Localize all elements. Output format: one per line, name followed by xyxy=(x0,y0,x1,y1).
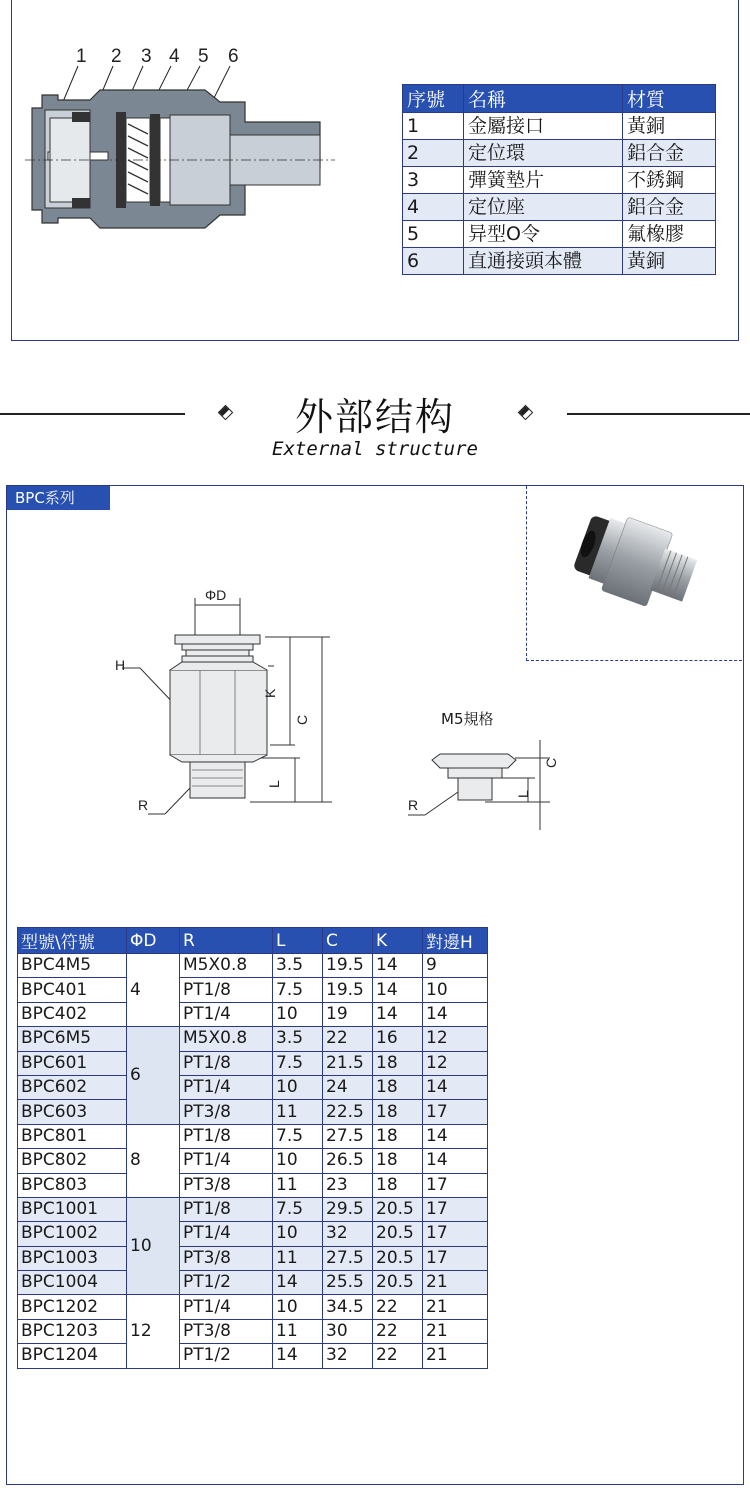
table-row xyxy=(18,1051,488,1075)
cell-c: 27.5 xyxy=(323,1124,373,1148)
cell-l: 11 xyxy=(273,1173,323,1197)
cell-l: 3.5 xyxy=(273,1027,323,1051)
cell-k: 18 xyxy=(373,1051,423,1075)
table-row xyxy=(18,1222,488,1246)
cell-k: 22 xyxy=(373,1295,423,1319)
cell-h: 12 xyxy=(423,1027,488,1051)
dim-r-label: R xyxy=(138,797,149,813)
table-row xyxy=(18,1100,488,1124)
part-name: 金屬接口 xyxy=(464,113,623,140)
cell-k: 18 xyxy=(373,1100,423,1124)
cell-k: 18 xyxy=(373,1075,423,1099)
table-row xyxy=(18,1197,488,1221)
cell-h: 17 xyxy=(423,1222,488,1246)
cell-model: BPC801 xyxy=(18,1124,127,1148)
callout-5: 5 xyxy=(198,46,209,67)
external-drawing-main xyxy=(110,580,350,820)
cell-c: 32 xyxy=(323,1222,373,1246)
cell-l: 14 xyxy=(273,1271,323,1295)
header-material: 材質 xyxy=(623,85,716,113)
part-no: 4 xyxy=(403,194,464,221)
cell-model: BPC601 xyxy=(18,1051,127,1075)
cell-c: 30 xyxy=(323,1319,373,1343)
table-row xyxy=(18,954,488,978)
cell-r: PT1/8 xyxy=(180,978,273,1002)
cell-k: 14 xyxy=(373,954,423,978)
cell-model: BPC1001 xyxy=(18,1197,127,1221)
part-material: 鋁合金 xyxy=(623,140,716,167)
series-tag: BPC系列 xyxy=(7,486,110,510)
cell-c: 22.5 xyxy=(323,1100,373,1124)
dim-k-label: K xyxy=(262,688,278,698)
m5-spec-label: M5規格 xyxy=(441,710,494,728)
parts-table xyxy=(402,84,716,275)
cell-k: 20.5 xyxy=(373,1271,423,1295)
table-row xyxy=(18,1246,488,1270)
callout-1: 1 xyxy=(76,46,87,67)
table-row xyxy=(18,978,488,1002)
section-subtitle: External structure xyxy=(272,438,478,460)
header-h: 對邊H xyxy=(423,928,488,954)
dim-l-label: L xyxy=(266,780,282,788)
cell-model: BPC1004 xyxy=(18,1271,127,1295)
part-name: 彈簧墊片 xyxy=(464,167,623,194)
table-row xyxy=(18,1344,488,1368)
part-material: 鋁合金 xyxy=(623,194,716,221)
part-name: 定位座 xyxy=(464,194,623,221)
table-row xyxy=(403,140,716,167)
header-no: 序號 xyxy=(403,85,464,113)
cell-h: 17 xyxy=(423,1246,488,1270)
diamond-right-icon xyxy=(518,405,534,421)
cell-c: 26.5 xyxy=(323,1149,373,1173)
table-row xyxy=(18,1271,488,1295)
part-material: 不銹鋼 xyxy=(623,167,716,194)
cell-model: BPC1002 xyxy=(18,1222,127,1246)
cell-l: 10 xyxy=(273,1075,323,1099)
dim-h-label: H xyxy=(115,657,126,673)
cell-h: 17 xyxy=(423,1173,488,1197)
part-no: 3 xyxy=(403,167,464,194)
cell-l: 10 xyxy=(273,1222,323,1246)
cell-c: 32 xyxy=(323,1344,373,1368)
table-row xyxy=(403,221,716,248)
section-title: 外部结构 xyxy=(294,395,455,439)
cell-h: 17 xyxy=(423,1100,488,1124)
cell-k: 14 xyxy=(373,1002,423,1026)
cell-l: 14 xyxy=(273,1344,323,1368)
cell-h: 14 xyxy=(423,1124,488,1148)
table-row xyxy=(18,1295,488,1319)
header-k: K xyxy=(373,928,423,954)
heading-rule-right xyxy=(567,413,750,415)
cell-h: 12 xyxy=(423,1051,488,1075)
part-no: 5 xyxy=(403,221,464,248)
cell-h: 21 xyxy=(423,1319,488,1343)
cell-k: 18 xyxy=(373,1124,423,1148)
cell-h: 14 xyxy=(423,1075,488,1099)
m5-dim-r-label: R xyxy=(408,797,419,813)
part-material: 氟橡膠 xyxy=(623,221,716,248)
cell-l: 11 xyxy=(273,1246,323,1270)
table-row xyxy=(18,1027,488,1051)
part-material: 黃銅 xyxy=(623,248,716,275)
cell-h: 9 xyxy=(423,954,488,978)
cell-model: BPC4M5 xyxy=(18,954,127,978)
cell-model: BPC6M5 xyxy=(18,1027,127,1051)
cell-k: 18 xyxy=(373,1173,423,1197)
m5-dim-l-label: L xyxy=(515,790,531,798)
table-row xyxy=(18,1124,488,1148)
cell-h: 21 xyxy=(423,1271,488,1295)
header-name: 名稱 xyxy=(464,85,623,113)
cell-model: BPC1203 xyxy=(18,1319,127,1343)
cell-l: 10 xyxy=(273,1295,323,1319)
dim-c-label: C xyxy=(294,714,310,725)
table-row xyxy=(403,248,716,275)
cell-h: 14 xyxy=(423,1002,488,1026)
cell-c: 27.5 xyxy=(323,1246,373,1270)
table-row xyxy=(18,1075,488,1099)
cell-od: 4 xyxy=(127,954,180,1027)
cell-r: PT3/8 xyxy=(180,1173,273,1197)
cell-c: 19 xyxy=(323,1002,373,1026)
cell-k: 20.5 xyxy=(373,1222,423,1246)
cell-od: 8 xyxy=(127,1124,180,1197)
cell-od: 6 xyxy=(127,1027,180,1125)
external-drawing-m5 xyxy=(400,730,560,835)
header-model: 型號\符號 xyxy=(18,928,127,954)
table-row xyxy=(403,194,716,221)
cell-l: 10 xyxy=(273,1002,323,1026)
part-name: 异型O令 xyxy=(464,221,623,248)
m5-dim-c-label: C xyxy=(543,757,559,768)
cell-c: 29.5 xyxy=(323,1197,373,1221)
cell-model: BPC1003 xyxy=(18,1246,127,1270)
spec-table-body xyxy=(18,954,488,1369)
header-od: ΦD xyxy=(127,928,180,954)
cell-l: 10 xyxy=(273,1149,323,1173)
cell-r: PT3/8 xyxy=(180,1319,273,1343)
cell-r: PT1/4 xyxy=(180,1222,273,1246)
cell-c: 34.5 xyxy=(323,1295,373,1319)
cell-l: 3.5 xyxy=(273,954,323,978)
cell-c: 23 xyxy=(323,1173,373,1197)
cell-k: 20.5 xyxy=(373,1246,423,1270)
product-photo xyxy=(527,486,741,659)
cell-l: 11 xyxy=(273,1100,323,1124)
table-row xyxy=(18,1173,488,1197)
cell-h: 21 xyxy=(423,1344,488,1368)
cell-model: BPC603 xyxy=(18,1100,127,1124)
cell-k: 18 xyxy=(373,1149,423,1173)
cell-c: 24 xyxy=(323,1075,373,1099)
header-l: L xyxy=(273,928,323,954)
part-material: 黃銅 xyxy=(623,113,716,140)
header-c: C xyxy=(323,928,373,954)
cell-h: 14 xyxy=(423,1149,488,1173)
cell-c: 25.5 xyxy=(323,1271,373,1295)
cell-l: 11 xyxy=(273,1319,323,1343)
table-row xyxy=(18,1002,488,1026)
cell-model: BPC401 xyxy=(18,978,127,1002)
cell-l: 7.5 xyxy=(273,1124,323,1148)
cell-model: BPC802 xyxy=(18,1149,127,1173)
cell-model: BPC1202 xyxy=(18,1295,127,1319)
cell-model: BPC602 xyxy=(18,1075,127,1099)
cell-od: 10 xyxy=(127,1197,180,1295)
cross-section-drawing xyxy=(20,40,350,285)
dim-od-label: ΦD xyxy=(205,587,227,603)
header-r: R xyxy=(180,928,273,954)
cell-r: PT3/8 xyxy=(180,1246,273,1270)
heading-rule-left xyxy=(0,413,185,415)
cell-c: 19.5 xyxy=(323,954,373,978)
cell-r: PT1/8 xyxy=(180,1197,273,1221)
cell-c: 22 xyxy=(323,1027,373,1051)
cell-k: 20.5 xyxy=(373,1197,423,1221)
cell-r: PT1/2 xyxy=(180,1344,273,1368)
cell-od: 12 xyxy=(127,1295,180,1368)
part-no: 6 xyxy=(403,248,464,275)
parts-table-header xyxy=(403,85,716,113)
cell-model: BPC402 xyxy=(18,1002,127,1026)
cell-r: PT1/4 xyxy=(180,1149,273,1173)
cell-l: 7.5 xyxy=(273,1197,323,1221)
part-name: 定位環 xyxy=(464,140,623,167)
cell-l: 7.5 xyxy=(273,978,323,1002)
callout-6: 6 xyxy=(228,46,239,67)
diamond-left-icon xyxy=(218,405,234,421)
cell-c: 19.5 xyxy=(323,978,373,1002)
cell-l: 7.5 xyxy=(273,1051,323,1075)
cell-r: PT1/4 xyxy=(180,1295,273,1319)
cell-r: M5X0.8 xyxy=(180,1027,273,1051)
cell-k: 22 xyxy=(373,1319,423,1343)
cell-h: 21 xyxy=(423,1295,488,1319)
callout-2: 2 xyxy=(111,46,122,67)
cell-r: PT1/8 xyxy=(180,1051,273,1075)
spec-table xyxy=(17,927,488,1369)
cell-r: PT1/4 xyxy=(180,1002,273,1026)
cell-h: 17 xyxy=(423,1197,488,1221)
cell-k: 14 xyxy=(373,978,423,1002)
table-row xyxy=(18,1319,488,1343)
callout-3: 3 xyxy=(141,46,152,67)
cell-k: 16 xyxy=(373,1027,423,1051)
cell-r: PT1/4 xyxy=(180,1075,273,1099)
cell-c: 21.5 xyxy=(323,1051,373,1075)
table-row xyxy=(403,167,716,194)
part-no: 2 xyxy=(403,140,464,167)
cell-r: M5X0.8 xyxy=(180,954,273,978)
part-no: 1 xyxy=(403,113,464,140)
table-row xyxy=(18,1149,488,1173)
cell-r: PT3/8 xyxy=(180,1100,273,1124)
table-row xyxy=(403,113,716,140)
cell-r: PT1/8 xyxy=(180,1124,273,1148)
spec-table-header xyxy=(18,928,488,954)
cell-r: PT1/2 xyxy=(180,1271,273,1295)
cell-k: 22 xyxy=(373,1344,423,1368)
cell-model: BPC1204 xyxy=(18,1344,127,1368)
part-name: 直通接頭本體 xyxy=(464,248,623,275)
callout-4: 4 xyxy=(169,46,180,67)
product-photo-box xyxy=(526,486,742,661)
cell-model: BPC803 xyxy=(18,1173,127,1197)
cell-h: 10 xyxy=(423,978,488,1002)
